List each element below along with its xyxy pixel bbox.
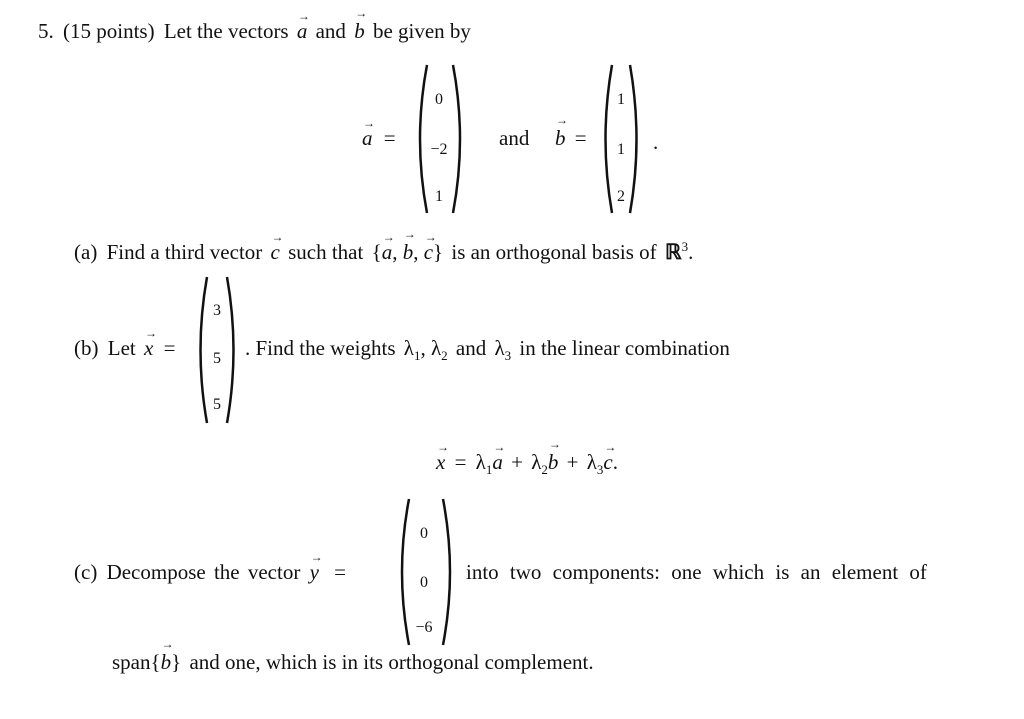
span-b-symbol: → b bbox=[161, 652, 172, 673]
def-and: and bbox=[499, 126, 530, 150]
vector-b-matrix bbox=[602, 62, 640, 216]
vector-y-entry-3: −6 bbox=[415, 619, 433, 636]
part-a-text-after: is an orthogonal basis of bbox=[451, 240, 657, 264]
eq-a-symbol: → a bbox=[492, 452, 503, 473]
part-a-text-before: Find a third vector bbox=[106, 240, 263, 264]
vector-x-matrix bbox=[197, 274, 237, 426]
eq-term-3 bbox=[586, 450, 613, 478]
set-close-brace: } bbox=[433, 240, 444, 264]
part-c-label: (c) bbox=[74, 560, 98, 584]
eq-equals: = bbox=[454, 450, 467, 474]
eq-period: . bbox=[612, 450, 618, 474]
span-close-brace: } bbox=[171, 650, 182, 674]
part-a bbox=[74, 239, 694, 264]
problem-given-by: be given by bbox=[372, 19, 471, 43]
linear-combination-equation bbox=[436, 450, 618, 478]
part-b-equals: = bbox=[163, 336, 176, 360]
lambda-sub: 1 bbox=[413, 348, 421, 364]
lambda-sub: 3 bbox=[504, 348, 512, 364]
set-c-symbol: → c bbox=[424, 242, 433, 263]
real-numbers-symbol: ℝ bbox=[664, 240, 682, 264]
eq-plus-1: + bbox=[511, 450, 523, 474]
part-a-field bbox=[665, 240, 693, 264]
def-a-equals: = bbox=[383, 126, 396, 150]
def-b-label bbox=[555, 128, 587, 149]
def-b-equals: = bbox=[574, 126, 587, 150]
lambda-symbol: λ bbox=[475, 450, 486, 474]
def-a-symbol: → a bbox=[362, 128, 373, 149]
span-word: span bbox=[112, 650, 151, 674]
vector-x-entry-2: 5 bbox=[213, 350, 221, 367]
part-b-find: . Find the weights bbox=[245, 336, 396, 360]
lambda-symbol: λ bbox=[430, 336, 442, 360]
part-b-line bbox=[74, 338, 175, 359]
set-b-symbol: → b bbox=[403, 242, 414, 263]
vector-y-entry-2: 0 bbox=[420, 574, 428, 591]
lambda-1: $\lambda_1$, bbox=[403, 336, 431, 364]
problem-number: 5. bbox=[38, 19, 54, 43]
lambda-symbol: λ bbox=[531, 450, 542, 474]
part-a-c-symbol: → c bbox=[271, 242, 280, 263]
part-b-rest: in the linear combination bbox=[519, 336, 730, 360]
lambda-sub: 3 bbox=[596, 462, 604, 478]
vector-b-symbol: → b bbox=[354, 21, 365, 42]
problem-and: and bbox=[315, 19, 346, 43]
vector-a-entry-1: 0 bbox=[435, 91, 443, 108]
vector-x-entry-3: 5 bbox=[213, 396, 221, 413]
eq-term-2 bbox=[531, 450, 559, 478]
part-c-line bbox=[74, 562, 346, 583]
part-a-text-such: such that bbox=[288, 240, 364, 264]
lambda-symbol: λ bbox=[586, 450, 597, 474]
vector-b-entry-1: 1 bbox=[617, 91, 625, 108]
part-c-text-before: Decompose the vector bbox=[106, 560, 301, 584]
part-b-x-symbol: → x bbox=[144, 338, 153, 359]
problem-intro: Let the vectors bbox=[163, 19, 289, 43]
set-comma-1: , bbox=[392, 240, 398, 264]
lambda-sub: 1 bbox=[485, 462, 493, 478]
part-c-y-symbol: → y bbox=[310, 562, 319, 583]
eq-x-symbol: → x bbox=[436, 452, 445, 473]
def-b-symbol: → b bbox=[555, 128, 566, 149]
eq-b-symbol: → b bbox=[548, 452, 559, 473]
vector-b-entry-2: 1 bbox=[617, 141, 625, 158]
problem-points: (15 points) bbox=[63, 19, 155, 43]
eq-term-1 bbox=[475, 450, 503, 478]
vector-y-entry-1: 0 bbox=[420, 525, 428, 542]
vector-a-matrix bbox=[414, 62, 466, 216]
part-a-label: (a) bbox=[74, 240, 98, 264]
eq-plus-2: + bbox=[566, 450, 579, 474]
vector-b-entry-3: 2 bbox=[617, 188, 625, 205]
part-c-text-after: into two components: one which is an element of bbox=[466, 560, 927, 584]
lambda-2 bbox=[430, 336, 448, 364]
span-set bbox=[151, 650, 182, 674]
vector-y-matrix bbox=[396, 496, 456, 648]
part-c-text-end: and one, which is in its orthogonal complement. bbox=[189, 650, 594, 674]
lambda-sub: 2 bbox=[441, 348, 448, 364]
field-exponent: 3 bbox=[681, 239, 689, 254]
eq-c-symbol: → c bbox=[603, 452, 612, 473]
problem-header bbox=[38, 21, 471, 42]
lambda-symbol: λ bbox=[494, 336, 505, 360]
part-a-period: . bbox=[688, 240, 694, 264]
part-c-equals: = bbox=[334, 560, 346, 584]
lambda-3 bbox=[494, 336, 512, 364]
set-open-brace: { bbox=[371, 240, 382, 264]
part-c-last-line bbox=[112, 652, 594, 673]
vector-a-entry-3: 1 bbox=[435, 188, 443, 205]
part-b-let: Let bbox=[107, 336, 136, 360]
lambda-symbol: λ bbox=[403, 336, 414, 360]
part-a-set bbox=[372, 240, 444, 264]
vector-a-symbol: → a bbox=[297, 21, 308, 42]
set-comma-2: , bbox=[413, 240, 419, 264]
vector-a-entry-2: −2 bbox=[430, 141, 448, 158]
vector-x-entry-1: 3 bbox=[213, 302, 221, 319]
part-b-and: and bbox=[455, 336, 487, 360]
span-open-brace: { bbox=[150, 650, 161, 674]
def-a-label bbox=[362, 128, 396, 149]
part-b-label: (b) bbox=[74, 336, 99, 360]
part-b-text bbox=[245, 336, 730, 364]
lambda-sub: 2 bbox=[541, 462, 548, 478]
def-period: . bbox=[653, 130, 659, 154]
set-a-symbol: → a bbox=[382, 242, 393, 263]
